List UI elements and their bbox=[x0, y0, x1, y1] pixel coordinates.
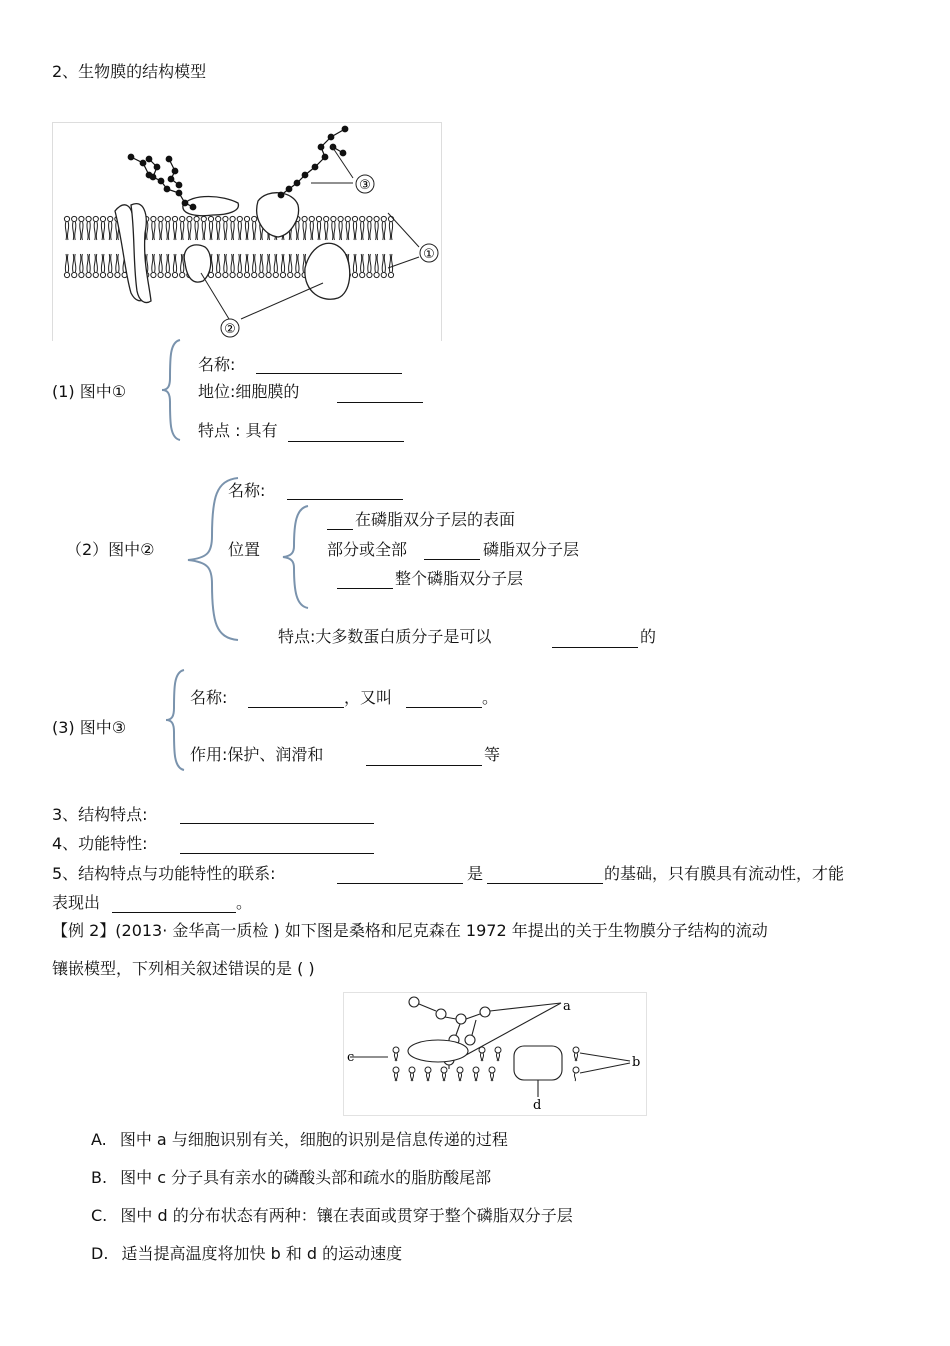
section-5-period: 。 bbox=[236, 893, 253, 912]
q3-label: (3) 图中③ bbox=[52, 718, 127, 737]
q2-feature-blank[interactable] bbox=[552, 647, 638, 648]
q2-feature-suffix: 的 bbox=[640, 627, 657, 646]
section-5-blank-1[interactable] bbox=[337, 883, 463, 884]
fig2-label-a: a bbox=[563, 999, 571, 1014]
q1-brace bbox=[160, 338, 184, 442]
q3-name-label: 名称: bbox=[190, 688, 228, 707]
q3-name-blank[interactable] bbox=[248, 707, 344, 708]
fig2-label-b: b bbox=[632, 1055, 641, 1070]
fig1-label-3: ③ bbox=[359, 178, 371, 193]
membrane-model-figure bbox=[52, 122, 442, 341]
section-5-rest: 的基础，只有膜具有流动性，才能 bbox=[604, 864, 845, 883]
option-d[interactable] bbox=[91, 1244, 402, 1264]
option-c-text: 图中 d 的分布状态有两种：镶在表面或贯穿于整个磷脂双分子层 bbox=[120, 1206, 573, 1225]
q1-position-blank[interactable] bbox=[337, 402, 423, 403]
q2-pos-a-text: 在磷脂双分子层的表面 bbox=[355, 510, 516, 529]
option-b[interactable] bbox=[91, 1168, 491, 1188]
fluid-mosaic-figure bbox=[343, 992, 647, 1116]
glycoprotein-chains bbox=[128, 126, 348, 210]
option-c[interactable] bbox=[91, 1206, 573, 1226]
q1-feature-blank[interactable] bbox=[288, 441, 404, 442]
q3-brace bbox=[164, 668, 188, 772]
embedded-protein-right bbox=[305, 243, 350, 299]
q1-label: (1) 图中① bbox=[52, 382, 127, 401]
q2-pos-b-blank[interactable] bbox=[424, 559, 480, 560]
option-b-key: B. bbox=[91, 1168, 108, 1187]
option-a-text: 图中 a 与细胞识别有关，细胞的识别是信息传递的过程 bbox=[119, 1130, 508, 1149]
q3-alias-label: ，又叫 bbox=[344, 688, 393, 707]
section-5-blank-3[interactable] bbox=[112, 912, 236, 913]
example-2-line-2: 镶嵌模型，下列相关叙述错误的是 ( ) bbox=[52, 959, 315, 978]
q2-brace-inner bbox=[280, 504, 310, 610]
section-3-label: 3、结构特点: bbox=[52, 805, 148, 824]
fig1-label-2: ② bbox=[224, 322, 236, 337]
q2-name-label: 名称: bbox=[228, 481, 266, 500]
option-d-key: D. bbox=[91, 1244, 109, 1263]
example-2-line-1: 【例 2】(2013· 金华高一质检 ) 如下图是桑格和尼克森在 1972 年提出的关于生物膜分子结构的流动 bbox=[52, 921, 768, 940]
section-5-is: 是 bbox=[467, 864, 484, 883]
section-3-blank[interactable] bbox=[180, 823, 374, 824]
section-5-label: 5、结构特点与功能特性的联系: bbox=[52, 864, 276, 883]
q2-label: （2）图中② bbox=[66, 540, 155, 559]
q2-pos-a-blank[interactable] bbox=[327, 529, 353, 530]
section-5-line2-label: 表现出 bbox=[52, 893, 101, 912]
embedded-protein-middle bbox=[184, 245, 211, 282]
q2-feature-label: 特点:大多数蛋白质分子是可以 bbox=[278, 627, 492, 646]
q3-function-blank[interactable] bbox=[366, 765, 482, 766]
q1-feature-label: 特点 : 具有 bbox=[198, 421, 278, 440]
option-a-key: A. bbox=[91, 1130, 107, 1149]
q2-pos-b-prefix: 部分或全部 bbox=[327, 540, 408, 559]
q2-pos-c-text: 整个磷脂双分子层 bbox=[395, 569, 524, 588]
q1-name-blank[interactable] bbox=[256, 373, 402, 374]
option-c-key: C. bbox=[91, 1206, 108, 1225]
option-d-text: 适当提高温度将加快 b 和 d 的运动速度 bbox=[121, 1244, 403, 1263]
q1-position-label: 地位:细胞膜的 bbox=[198, 382, 300, 401]
section-4-blank[interactable] bbox=[180, 853, 374, 854]
section-5-blank-2[interactable] bbox=[487, 883, 603, 884]
fig1-label-1: ① bbox=[423, 247, 435, 262]
q3-function-suffix: 等 bbox=[484, 745, 501, 764]
section-2-title: 2、生物膜的结构模型 bbox=[52, 62, 207, 81]
q2-pos-c-blank[interactable] bbox=[337, 588, 393, 589]
q2-pos-b-suffix: 磷脂双分子层 bbox=[483, 540, 580, 559]
q1-name-label: 名称: bbox=[198, 355, 236, 374]
q3-alias-blank[interactable] bbox=[406, 707, 482, 708]
fig2-label-d: d bbox=[533, 1098, 542, 1113]
section-4-label: 4、功能特性: bbox=[52, 834, 148, 853]
fluid-mosaic-svg bbox=[344, 993, 646, 1115]
q2-name-blank[interactable] bbox=[287, 499, 403, 500]
q3-function-label: 作用:保护、润滑和 bbox=[190, 745, 324, 764]
option-a[interactable] bbox=[91, 1130, 508, 1150]
membrane-model-svg bbox=[53, 123, 441, 341]
option-b-text: 图中 c 分子具有亲水的磷酸头部和疏水的脂肪酸尾部 bbox=[120, 1168, 492, 1187]
q3-period: 。 bbox=[482, 688, 499, 707]
fig2-label-c: c bbox=[347, 1050, 355, 1065]
q2-position-label: 位置 bbox=[228, 540, 261, 559]
